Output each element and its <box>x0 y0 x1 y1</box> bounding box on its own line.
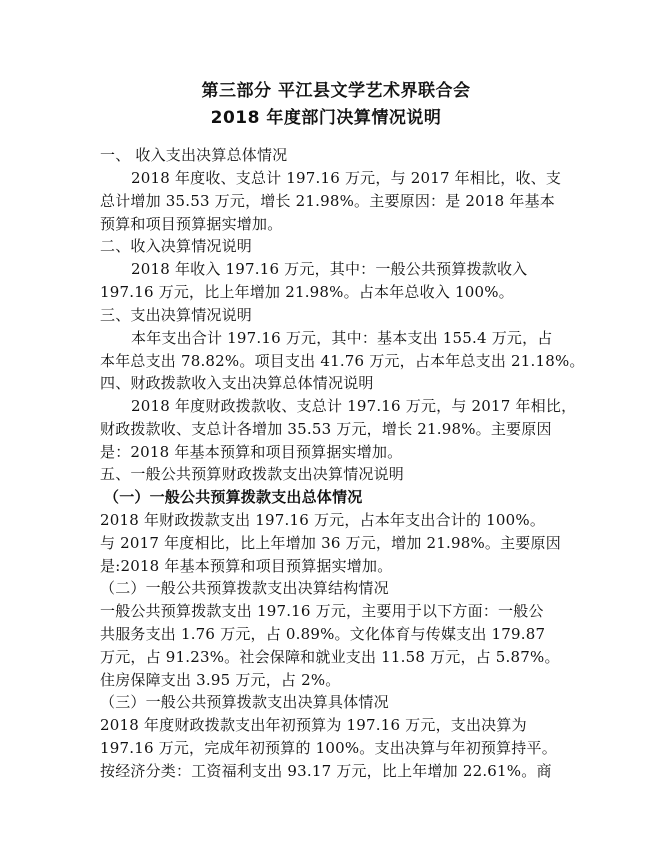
subsection-heading-3: （三）一般公共预算拨款支出决算具体情况 <box>100 693 389 711</box>
section-heading-4: 四、财政拨款收入支出决算总体情况说明 <box>100 374 374 392</box>
paragraph-line: 与 2017 年度相比，比上年增加 36 万元，增加 21.98%。主要原因 <box>100 534 561 552</box>
paragraph-line: 本年总支出 78.82%。项目支出 41.76 万元，占本年总支出 21.18%。 <box>100 352 585 370</box>
paragraph-line: 住房保障支出 3.95 万元，占 2%。 <box>100 671 341 689</box>
section-heading-3: 三、支出决算情况说明 <box>100 306 253 324</box>
paragraph-line: 总计增加 35.53 万元，增长 21.98%。主要原因：是 2018 年基本 <box>100 192 555 210</box>
section-heading-2: 二、收入决算情况说明 <box>100 237 253 255</box>
paragraph-line: 2018 年财政拨款支出 197.16 万元，占本年支出合计的 100%。 <box>100 511 546 529</box>
paragraph-line: 197.16 万元，比上年增加 21.98%。占本年总收入 100%。 <box>100 283 514 301</box>
section-heading-5: 五、一般公共预算财政拨款支出决算情况说明 <box>100 465 405 483</box>
paragraph-line: 一般公共预算拨款支出 197.16 万元，主要用于以下方面：一般公 <box>100 602 544 620</box>
paragraph-line: 2018 年度财政拨款支出年初预算为 197.16 万元，支出决算为 <box>100 716 527 734</box>
subsection-heading-2: （二）一般公共预算拨款支出决算结构情况 <box>100 579 389 597</box>
paragraph-line: 预算和项目预算据实增加。 <box>100 215 283 233</box>
paragraph-line: 本年支出合计 197.16 万元，其中：基本支出 155.4 万元，占 <box>131 329 553 347</box>
document-subtitle: 2018 年度部门决算情况说明 <box>210 108 442 128</box>
paragraph-line: 2018 年度收、支总计 197.16 万元，与 2017 年相比，收、支 <box>131 169 562 187</box>
paragraph-line: 按经济分类：工资福利支出 93.17 万元，比上年增加 22.61%。商 <box>100 762 552 780</box>
subsection-heading-1: （一）一般公共预算拨款支出总体情况 <box>104 488 363 506</box>
paragraph-line: 共服务支出 1.76 万元，占 0.89%。文化体育与传媒支出 179.87 <box>100 625 546 643</box>
section-heading-1: 一、 收入支出决算总体情况 <box>100 146 288 164</box>
paragraph-line: 财政拨款收、支总计各增加 35.53 万元，增长 21.98%。主要原因 <box>100 420 552 438</box>
paragraph-line: 万元，占 91.23%。社会保障和就业支出 11.58 万元，占 5.87%。 <box>100 648 560 666</box>
document-title: 第三部分 平江县文学艺术界联合会 <box>201 81 471 101</box>
paragraph-line: 2018 年收入 197.16 万元，其中：一般公共预算拨款收入 <box>131 260 528 278</box>
paragraph-line: 197.16 万元，完成年初预算的 100%。支出决算与年初预算持平。 <box>100 739 557 757</box>
paragraph-line: 是：2018 年基本预算和项目预算据实增加。 <box>100 443 403 461</box>
paragraph-line: 是:2018 年基本预算和项目预算据实增加。 <box>100 557 393 575</box>
paragraph-line: 2018 年度财政拨款收、支总计 197.16 万元，与 2017 年相比， <box>131 397 577 415</box>
